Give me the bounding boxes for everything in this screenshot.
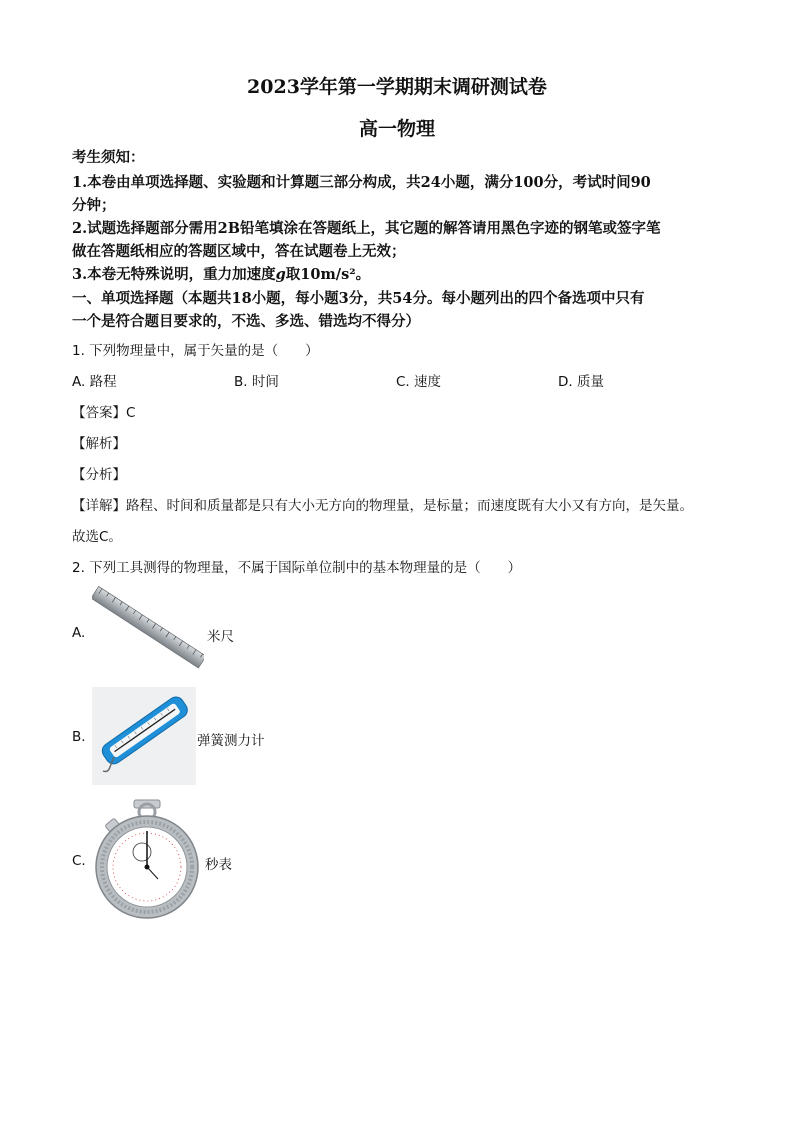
q2-option-c-name: 秒表 bbox=[205, 857, 232, 873]
q1-option-a: A. 路程 bbox=[72, 374, 117, 390]
notice-line-3: 2.试题选择题部分需用2B铅笔填涂在答题纸上，其它题的解答请用黑色字迹的钢笔或签字笔 bbox=[72, 220, 661, 237]
q2-option-b-name: 弹簧测力计 bbox=[197, 733, 265, 749]
notice-line-2: 分钟； bbox=[72, 197, 116, 214]
q2-stem: 2. 下列工具测得的物理量，不属于国际单位制中的基本物理量的是（ ） bbox=[72, 560, 522, 576]
exam-title: 2023学年第一学期期末调研测试卷 bbox=[247, 76, 547, 98]
q1-option-b: B. 时间 bbox=[234, 374, 279, 390]
notice-line-5-prefix: 3.本卷无特殊说明，重力加速度 bbox=[72, 266, 276, 283]
q1-analysis: 【解析】 bbox=[72, 436, 126, 452]
notice-line-4: 做在答题纸相应的答题区域中，答在试题卷上无效； bbox=[72, 243, 406, 260]
q2-option-b-letter: B. bbox=[72, 729, 86, 745]
q1-option-c: C. 速度 bbox=[396, 374, 442, 390]
q1-detail: 【详解】路程、时间和质量都是只有大小无方向的物理量，是标量；而速度既有大小又有方向，是矢量。 bbox=[72, 498, 693, 514]
stopwatch-image bbox=[92, 797, 202, 921]
q1-option-d: D. 质量 bbox=[558, 374, 604, 390]
notice-line-5 bbox=[72, 263, 732, 284]
q1-fenxi: 【分析】 bbox=[72, 467, 126, 483]
notice-line-1: 1.本卷由单项选择题、实验题和计算题三部分构成，共24小题，满分100分，考试时间90 bbox=[72, 174, 651, 191]
section1-heading-2: 一个是符合题目要求的，不选、多选、错选均不得分） bbox=[72, 313, 420, 330]
notice-line-5-suffix: 取10m/s²。 bbox=[285, 266, 371, 283]
section1-heading-1: 一、单项选择题（本题共18小题，每小题3分，共54分。每小题列出的四个备选项中只有 bbox=[72, 290, 645, 307]
spring-scale-image bbox=[92, 687, 196, 785]
notice-heading: 考生须知： bbox=[72, 149, 145, 166]
exam-subject: 高一物理 bbox=[358, 118, 435, 140]
q1-stem: 1. 下列物理量中，属于矢量的是（ ） bbox=[72, 343, 319, 359]
gravity-variable: g bbox=[275, 266, 286, 283]
ruler-image bbox=[92, 586, 204, 670]
q2-option-c-letter: C. bbox=[72, 853, 86, 869]
q2-option-a-letter: A. bbox=[72, 625, 86, 641]
q1-conclusion: 故选C。 bbox=[72, 529, 122, 545]
q1-answer: 【答案】C bbox=[72, 405, 136, 421]
q2-option-a-name: 米尺 bbox=[207, 629, 234, 645]
